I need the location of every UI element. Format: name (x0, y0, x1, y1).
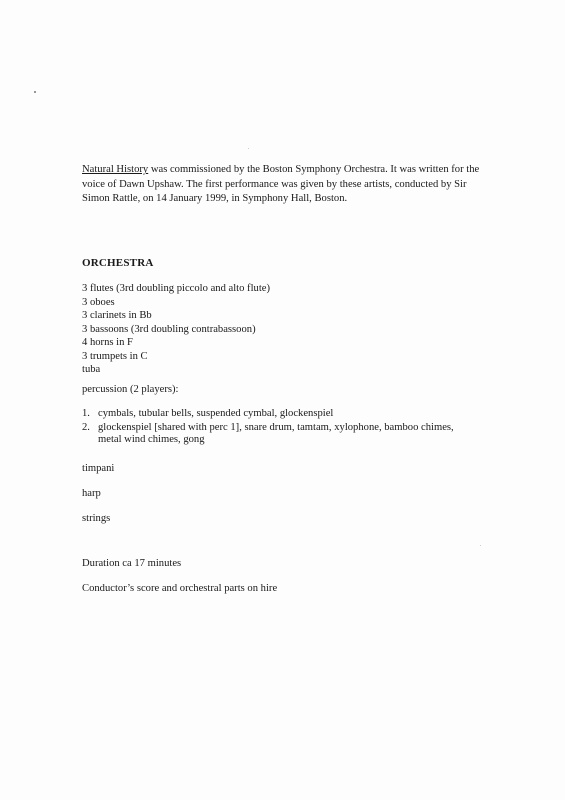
instrument-line: 3 clarinets in Bb (82, 310, 152, 321)
duration-line: Duration ca 17 minutes (82, 558, 182, 569)
intro-line-2: voice of Dawn Upshaw. The first performance was given by these artists, conducted by Sir (82, 178, 467, 190)
strings-line: strings (82, 513, 111, 524)
woodwinds-list (82, 282, 270, 336)
percussion-list (82, 408, 454, 448)
work-title: Natural History (82, 164, 149, 175)
intro-paragraph (82, 163, 522, 207)
orchestra-heading: ORCHESTRA (82, 257, 154, 269)
instrument-line: 3 trumpets in C (82, 350, 148, 362)
intro-line-1: was commissioned by the Boston Symphony Orchestra. It was written for the (148, 164, 480, 175)
list-item (82, 408, 454, 421)
percussion-heading: percussion (2 players): (82, 384, 179, 395)
list-item (82, 422, 454, 447)
paper-speck (480, 545, 481, 546)
list-number: 1. (82, 408, 90, 419)
list-number: 2. (82, 421, 90, 433)
hire-line: Conductor’s score and orchestral parts on hire (82, 583, 278, 594)
percussion-line: glockenspiel [shared with perc 1], snare drum, tamtam, xylophone, bamboo chimes, (98, 421, 454, 433)
instrument-line: tuba (82, 364, 101, 375)
intro-line-3: Simon Rattle, on 14 January 1999, in Symphony Hall, Boston. (82, 193, 348, 204)
paper-speck (248, 148, 249, 149)
percussion-line: cymbals, tubular bells, suspended cymbal, glockenspiel (98, 408, 334, 419)
instrument-line: 3 bassoons (3rd doubling contrabassoon) (82, 323, 256, 335)
harp-line: harp (82, 488, 101, 499)
percussion-line: metal wind chimes, gong (98, 434, 205, 445)
paper-speck (34, 91, 36, 93)
instrument-line: 4 horns in F (82, 337, 133, 348)
brass-list (82, 336, 148, 377)
instrument-line: 3 flutes (3rd doubling piccolo and alto flute) (82, 283, 270, 294)
timpani-line: timpani (82, 463, 115, 474)
instrument-line: 3 oboes (82, 296, 115, 308)
